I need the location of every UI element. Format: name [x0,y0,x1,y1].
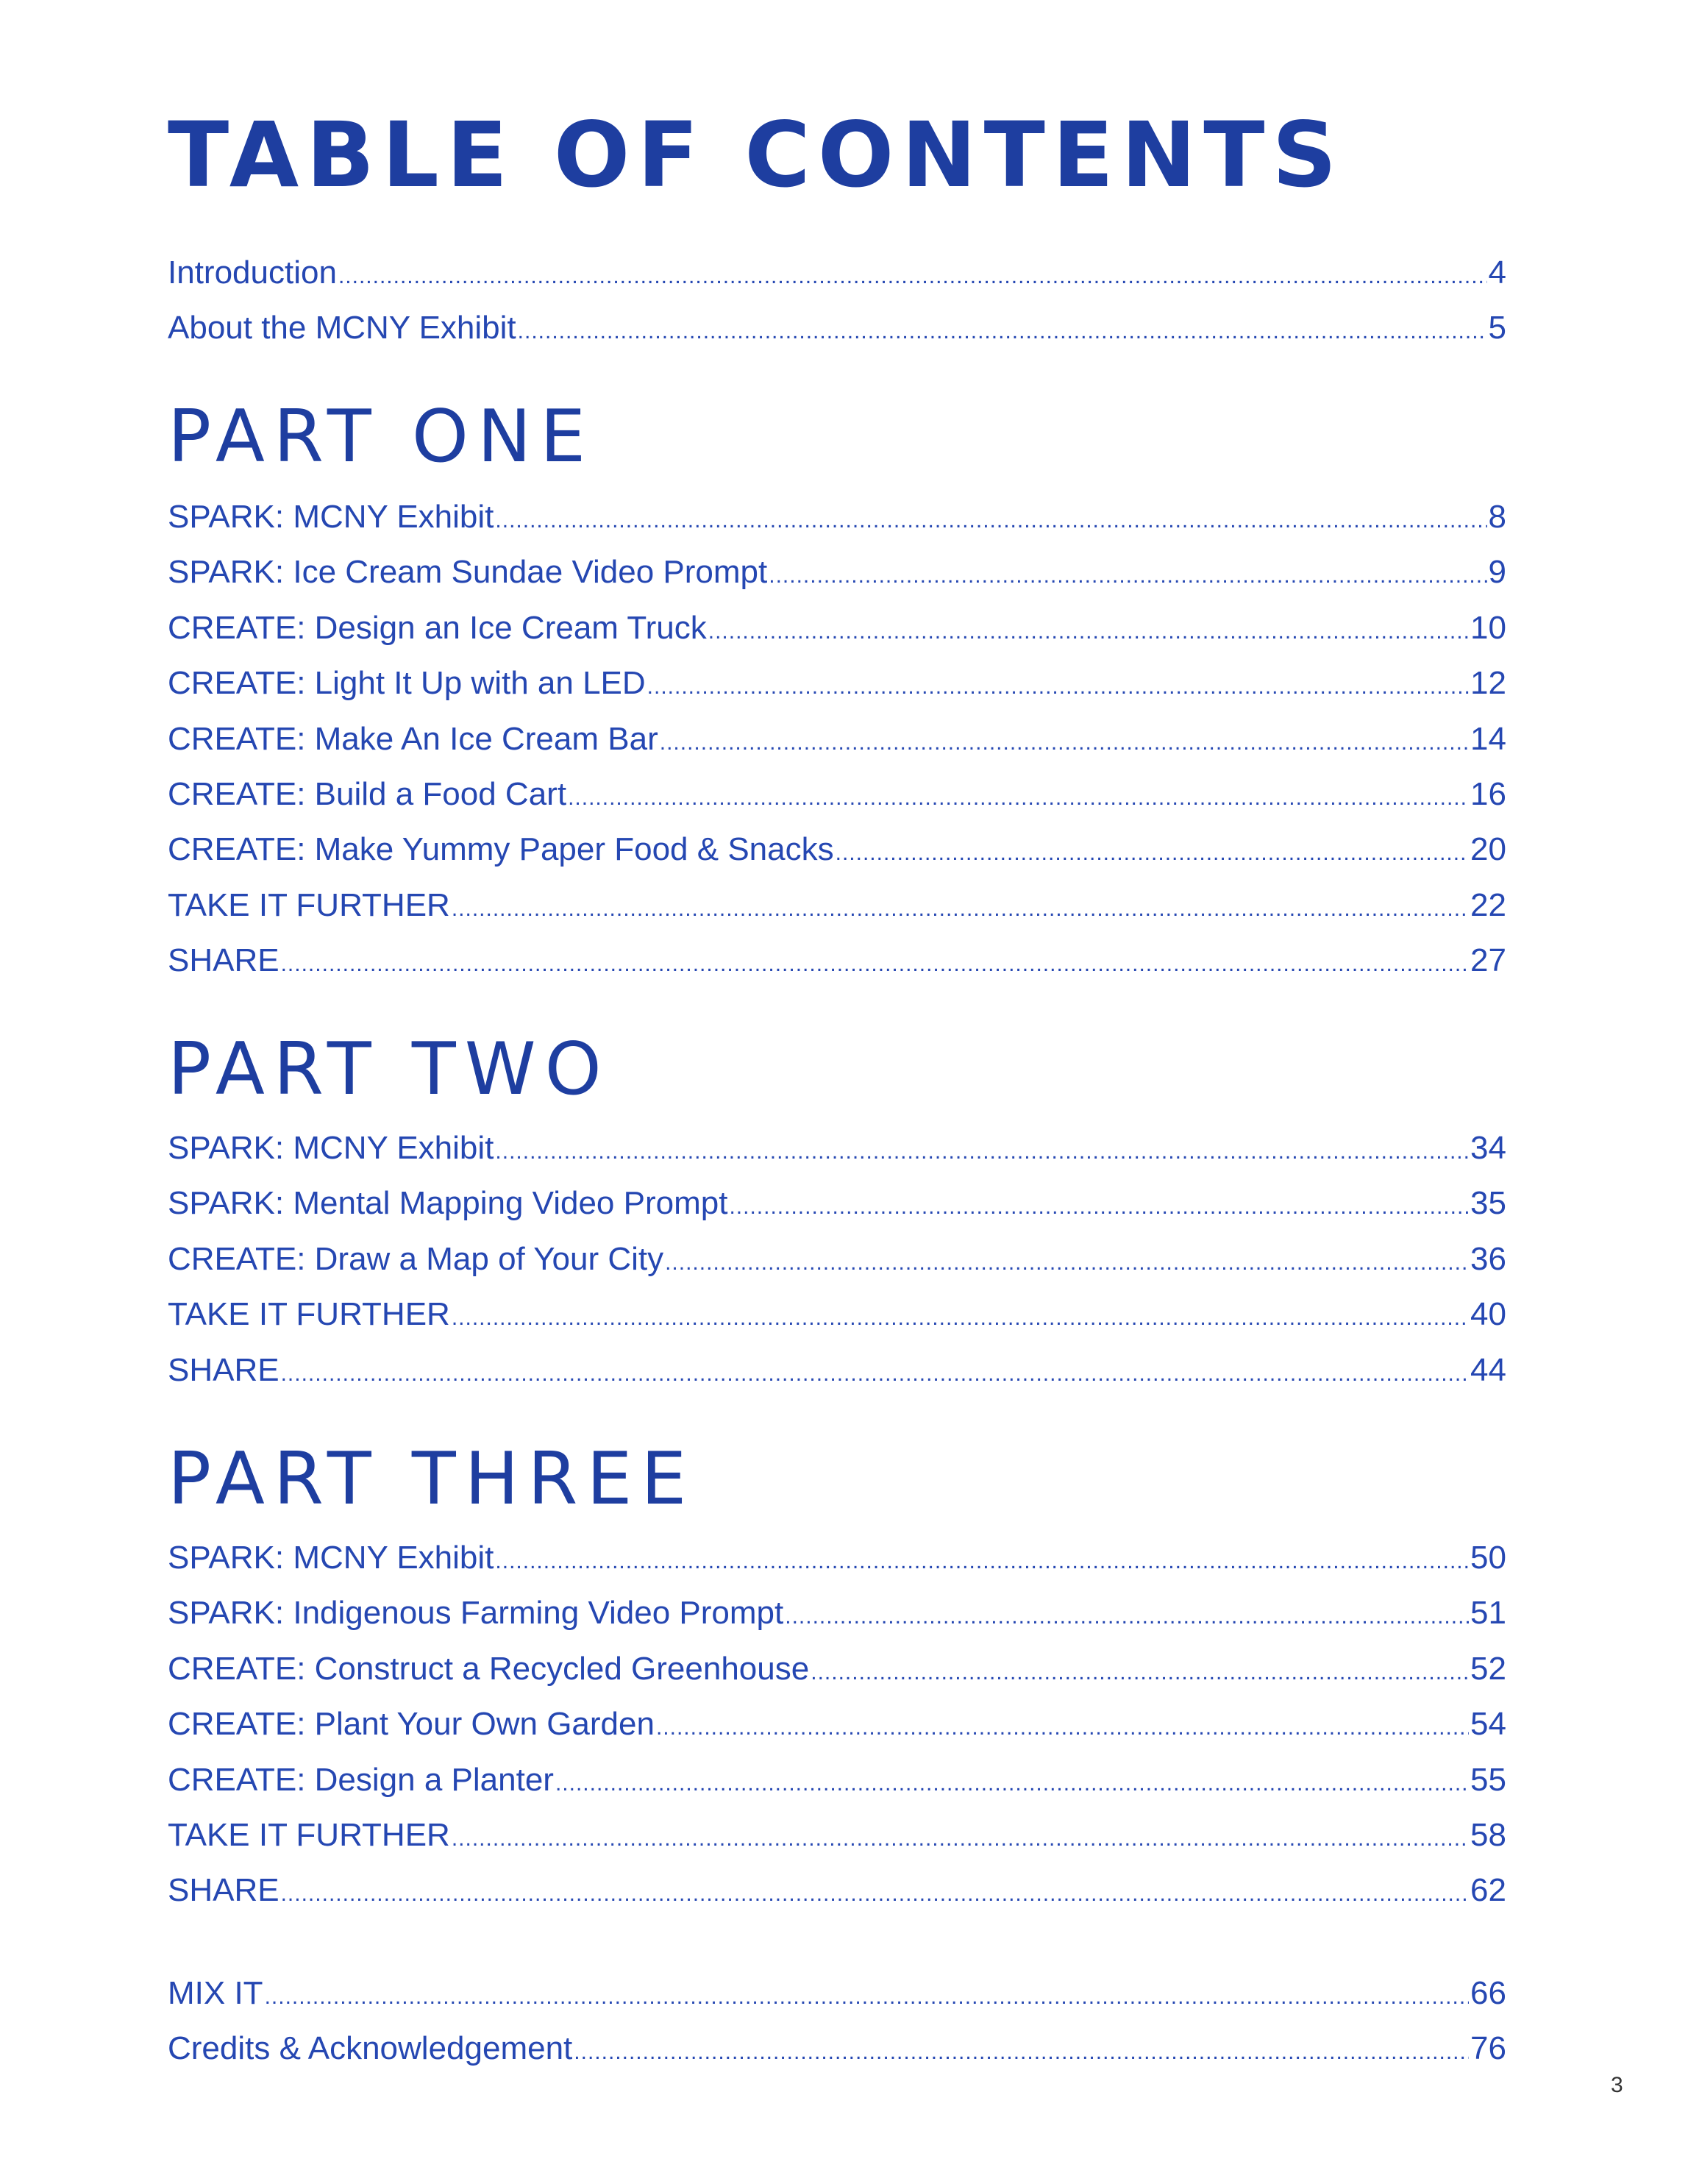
toc-entry[interactable] [168,489,1506,544]
toc-entry-page: 51 [1470,1595,1506,1632]
toc-entry-page: 52 [1470,1650,1506,1687]
toc-entry[interactable] [168,2021,1506,2076]
toc-dot-leader [729,1179,1469,1234]
toc-entry-page: 27 [1470,942,1506,979]
toc-closing-list [168,1966,1506,2077]
page-number: 3 [1611,2073,1623,2097]
toc-entry-page: 66 [1470,1975,1506,2011]
toc-entry-label: CREATE: Light It Up with an LED [168,665,646,702]
toc-entry-label: CREATE: Make Yummy Paper Food & Snacks [168,831,834,868]
toc-entry-label: CREATE: Design an Ice Cream Truck [168,609,707,646]
toc-entry[interactable] [168,1120,1506,1175]
toc-entry-label: SHARE [168,1351,279,1388]
toc-dot-leader [568,770,1469,825]
toc-dot-leader [708,604,1469,659]
toc-dot-leader [647,659,1469,714]
toc-entry[interactable] [168,544,1506,600]
toc-entry[interactable] [168,1752,1506,1807]
toc-entry-page: 76 [1470,2030,1506,2067]
toc-entry-label: SPARK: MCNY Exhibit [168,499,494,535]
toc-entry[interactable] [168,655,1506,711]
toc-dot-leader [281,1346,1469,1401]
toc-entry-label: TAKE IT FURTHER [168,886,450,923]
toc-dot-leader [811,1645,1469,1700]
toc-entry[interactable] [168,1231,1506,1287]
toc-entry-page: 14 [1470,720,1506,757]
toc-entry-page: 12 [1470,665,1506,702]
toc-dot-leader [452,881,1469,936]
toc-dot-leader [281,936,1469,992]
toc-entry-page: 34 [1470,1130,1506,1166]
toc-entry-page: 20 [1470,831,1506,868]
toc-dot-leader [785,1589,1469,1644]
toc-part-three-list [168,1530,1506,1918]
toc-dot-leader [495,493,1486,548]
toc-dot-leader [656,1700,1469,1755]
part-one-heading: PART ONE [168,395,595,479]
toc-entry-page: 4 [1488,255,1506,291]
toc-entry-page: 62 [1470,1872,1506,1909]
toc-entry-page: 54 [1470,1706,1506,1743]
toc-entry-label: SPARK: Indigenous Farming Video Prompt [168,1595,784,1632]
toc-dot-leader [265,1969,1469,2024]
toc-entry-label: Introduction [168,255,337,291]
toc-entry[interactable] [168,1696,1506,1751]
toc-entry-label: CREATE: Make An Ice Cream Bar [168,720,658,757]
toc-entry-label: CREATE: Draw a Map of Your City [168,1240,664,1277]
toc-entry-label: MIX IT [168,1975,263,2011]
toc-entry-label: TAKE IT FURTHER [168,1296,450,1333]
toc-entry[interactable] [168,1641,1506,1696]
toc-dot-leader [665,1235,1469,1290]
toc-entry[interactable] [168,1585,1506,1640]
toc-entry-label: CREATE: Design a Planter [168,1761,554,1798]
toc-dot-leader [281,1866,1469,1921]
toc-entry-page: 58 [1470,1816,1506,1853]
toc-dot-leader [836,825,1469,881]
toc-entry[interactable] [168,1342,1506,1398]
toc-entry-label: About the MCNY Exhibit [168,310,516,346]
toc-entry[interactable] [168,300,1506,355]
toc-entry[interactable] [168,1175,1506,1231]
toc-intro-list [168,245,1506,356]
toc-entry-page: 8 [1488,499,1506,535]
toc-entry-page: 40 [1470,1296,1506,1333]
toc-entry-page: 9 [1488,554,1506,591]
toc-entry[interactable] [168,1530,1506,1585]
toc-entry-label: CREATE: Plant Your Own Garden [168,1706,655,1743]
toc-entry-page: 44 [1470,1351,1506,1388]
toc-dot-leader [338,249,1487,304]
toc-entry-label: Credits & Acknowledgement [168,2030,573,2067]
toc-entry[interactable] [168,1966,1506,2021]
toc-entry-label: SPARK: MCNY Exhibit [168,1540,494,1576]
toc-dot-leader [660,715,1469,770]
toc-entry[interactable] [168,600,1506,655]
toc-entry[interactable] [168,1863,1506,1918]
toc-entry[interactable] [168,933,1506,988]
toc-entry-label: TAKE IT FURTHER [168,1816,450,1853]
toc-entry-page: 16 [1470,775,1506,812]
toc-entry[interactable] [168,1287,1506,1342]
toc-entry[interactable] [168,711,1506,766]
toc-entry[interactable] [168,245,1506,300]
toc-entry[interactable] [168,1807,1506,1863]
toc-entry-label: CREATE: Construct a Recycled Greenhouse [168,1650,810,1687]
page-title: TABLE OF CONTENTS [168,103,1345,207]
toc-entry-page: 55 [1470,1761,1506,1798]
toc-dot-leader [574,2024,1469,2080]
toc-entry-label: SPARK: MCNY Exhibit [168,1130,494,1166]
toc-entry-page: 50 [1470,1540,1506,1576]
toc-dot-leader [555,1756,1469,1811]
toc-entry-page: 22 [1470,886,1506,923]
toc-entry-page: 10 [1470,609,1506,646]
toc-entry-label: SHARE [168,1872,279,1909]
toc-entry-page: 35 [1470,1185,1506,1222]
toc-dot-leader [518,304,1487,359]
toc-dot-leader [452,1811,1469,1866]
toc-entry-label: SHARE [168,942,279,979]
part-three-heading: PART THREE [168,1437,696,1521]
toc-entry-page: 5 [1488,310,1506,346]
toc-dot-leader [495,1534,1469,1589]
toc-entry-label: CREATE: Build a Food Cart [168,775,567,812]
toc-entry[interactable] [168,766,1506,822]
toc-entry-label: SPARK: Mental Mapping Video Prompt [168,1185,728,1222]
toc-dot-leader [769,548,1486,603]
toc-dot-leader [452,1290,1469,1345]
toc-part-two-list [168,1120,1506,1398]
toc-dot-leader [495,1124,1469,1179]
toc-entry-label: SPARK: Ice Cream Sundae Video Prompt [168,554,768,591]
toc-entry[interactable] [168,878,1506,933]
toc-part-one-list [168,489,1506,989]
toc-entry-page: 36 [1470,1240,1506,1277]
toc-entry[interactable] [168,822,1506,877]
part-two-heading: PART TWO [168,1028,610,1111]
